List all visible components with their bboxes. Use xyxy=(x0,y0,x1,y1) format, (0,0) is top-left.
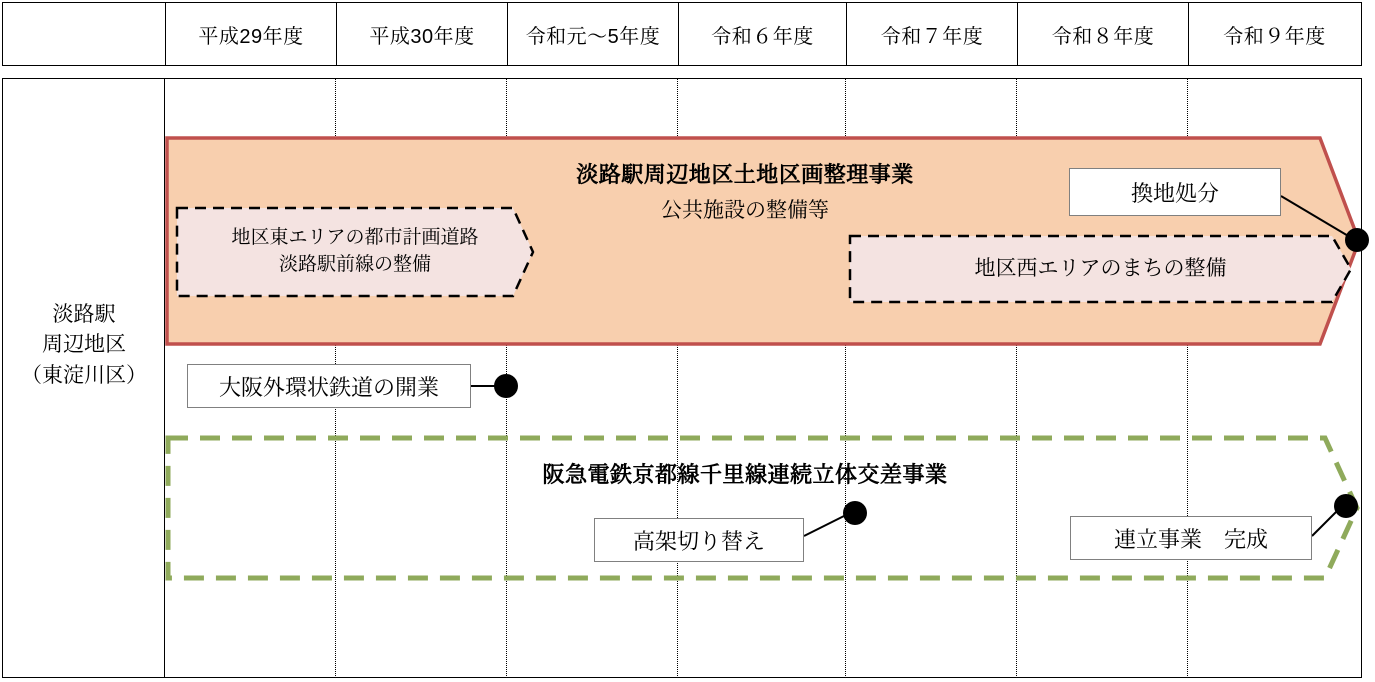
header-year-3: 令和元〜5年度 xyxy=(507,3,678,65)
callout-osaka-sotokanjo-kaigyo: 大阪外環状鉄道の開業 xyxy=(187,364,471,408)
row-label-line-1: 淡路駅 xyxy=(52,303,116,326)
header-year-2: 平成30年度 xyxy=(336,3,507,65)
header-year-1: 平成29年度 xyxy=(165,3,336,65)
callout-kouka-kirikae: 高架切り替え xyxy=(594,518,804,562)
row-label-line-3: （東淀川区） xyxy=(21,363,147,387)
subbox-east-area xyxy=(175,206,535,298)
header-year-4: 令和６年度 xyxy=(678,3,846,65)
callout-renritsu-kansei: 連立事業 完成 xyxy=(1070,516,1312,560)
subbox-east-area-line-2: 淡路駅前線の整備 xyxy=(278,254,431,275)
year-header-row xyxy=(2,2,1362,66)
band-land-readjustment-subtitle: 公共施設の整備等 xyxy=(661,199,829,222)
row-label-awaji-station-area xyxy=(4,300,164,391)
band-railway-grade-separation-title: 阪急電鉄京都線千里線連続立体交差事業 xyxy=(542,462,948,487)
row-label-line-2: 周辺地区 xyxy=(42,333,126,357)
subbox-west-area xyxy=(848,234,1353,304)
subbox-west-area-label: 地区西エリアのまちの整備 xyxy=(974,256,1227,280)
header-year-7: 令和９年度 xyxy=(1188,3,1360,65)
header-year-6: 令和８年度 xyxy=(1017,3,1188,65)
subbox-east-area-line-1: 地区東エリアの都市計画道路 xyxy=(231,227,479,249)
header-corner-cell xyxy=(3,3,165,65)
callout-kanchi-shobun: 換地処分 xyxy=(1069,168,1281,216)
header-year-5: 令和７年度 xyxy=(846,3,1017,65)
band-land-readjustment-title: 淡路駅周辺地区土地区画整理事業 xyxy=(576,162,914,187)
